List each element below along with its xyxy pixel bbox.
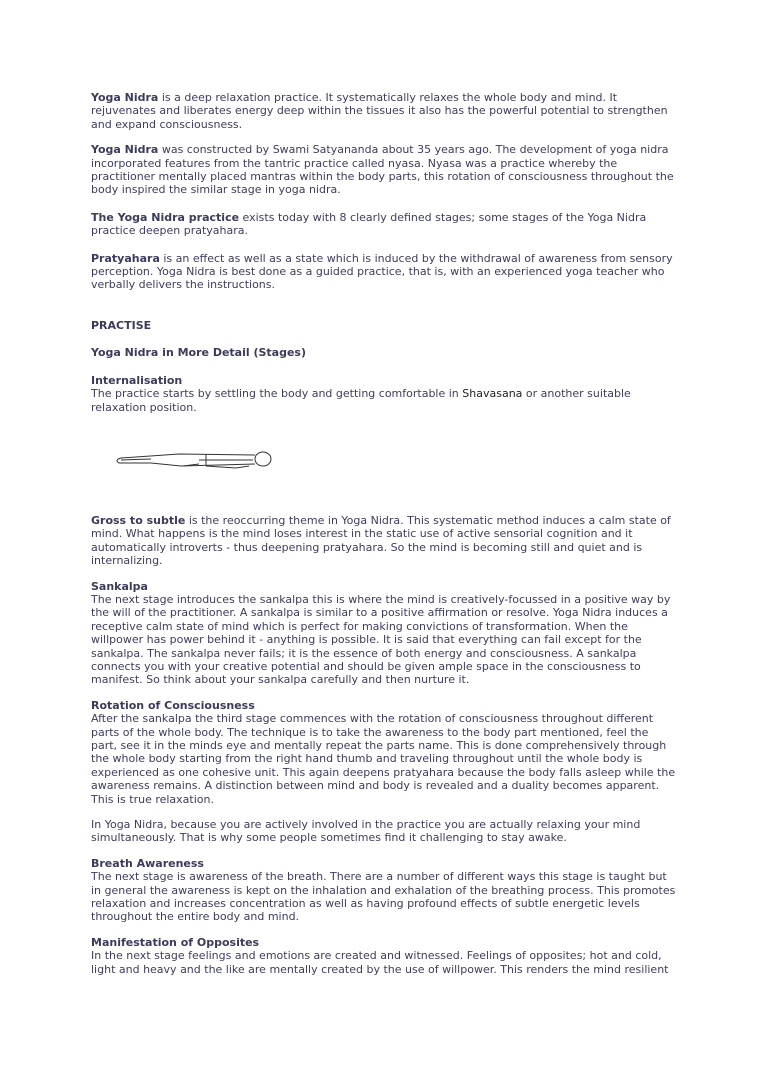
intro-paragraph-1: Yoga Nidra is a deep relaxation practice. It systematically relaxes the whole body and mind. It rejuvenates and liberates energy deep within the tissues it also has the powerful potential to strengthen and expand consciousness. [91, 91, 668, 131]
rotation-text: After the sankalpa the third stage commences with the rotation of consciousness throughout different parts of the whole body. The technique is to take the awareness to the body part mentioned, feel the part, see it in the minds eye and mentally repeat the parts name. This is done comprehensively through the whole body starting from the right hand thumb and traveling throughout until the whole body is experienced as one cohesive unit. This again deepens pratyahara because the body falls asleep while the awareness remains. A distinction between mind and body is revealed and a duality becomes apparent. This is true relaxation. [91, 712, 676, 806]
opposites-text: In the next stage feelings and emotions are created and witnessed. Feelings of opposites; hot and cold, light and heavy and the like are mentally created by the use of willpower. This renders the mind resilient [91, 949, 669, 976]
intro-paragraph-3: The Yoga Nidra practice exists today with 8 clearly defined stages; some stages of the Yoga Nidra practice deepen pratyahara. [91, 210, 647, 238]
sankalpa-heading: Sankalpa [91, 579, 148, 593]
internalisation-text: The practice starts by settling the body and getting comfortable in Shavasana or another suitable relaxation position. [91, 387, 631, 414]
rotation-text-2: In Yoga Nidra, because you are actively involved in the practice you are actually relaxing your mind simultaneously. That is why some people sometimes find it challenging to stay awake. [91, 818, 641, 845]
internalisation-heading: Internalisation [91, 373, 183, 387]
shavasana-figure [111, 428, 677, 502]
reclining-figure-illustration [111, 446, 281, 476]
gross-to-subtle-paragraph: Gross to subtle is the reoccurring theme in Yoga Nidra. This systematic method induces a calm state of mind. What happens is the mind loses interest in the static use of active sensorial cognition and it automatically introverts - thus deepening pratyahara. So the mind is becoming still and quiet and is internalizing. [91, 513, 671, 568]
opposites-heading: Manifestation of Opposites [91, 935, 260, 949]
shavasana-link[interactable]: Shavasana [462, 387, 523, 401]
sankalpa-text: The next stage introduces the sankalpa this is where the mind is creatively-focussed in a positive way by the will of the practitioner. A sankalpa is similar to a positive affirmation or resolve. Yoga Nidra induces a receptive calm state of mind which is perfect for making convictions of transformation. When the willpower has power behind it - anything is possible. It is said that everything can fail except for the sankalpa. The sankalpa never fails; it is the essence of both energy and consciousness. A sankalpa connects you with your creative potential and should be given ample space in the consciousness to manifest. So think about your sankalpa carefully and then nurture it. [91, 592, 671, 687]
breath-text: The next stage is awareness of the breath. There are a number of different ways this stage is taught but in general the awareness is kept on the inhalation and exhalation of the breathing process. This promotes relaxation and increases concentration as well as having profound effects of subtle energetic levels throughout the entire body and mind. [91, 870, 676, 924]
breath-heading: Breath Awareness [91, 856, 204, 870]
intro-paragraph-4: Pratyahara is an effect as well as a state which is induced by the withdrawal of awareness from sensory perception. Yoga Nidra is best done as a guided practice, that is, with an experienced yoga teacher who verbally delivers the instructions. [91, 251, 673, 292]
intro-paragraph-2: Yoga Nidra was constructed by Swami Satyananda about 35 years ago. The development of yoga nidra incorporated features from the tantric practice called nyasa. Nyasa was a practice whereby the practitioner mentally placed mantras within the body parts, this rotation of consciousness throughout the body inspired the similar stage in yoga nidra. [91, 143, 674, 197]
rotation-heading: Rotation of Consciousness [91, 698, 255, 712]
detail-heading: Yoga Nidra in More Detail (Stages) [91, 346, 306, 360]
document-page [91, 91, 677, 976]
practise-heading: PRACTISE [91, 318, 152, 332]
